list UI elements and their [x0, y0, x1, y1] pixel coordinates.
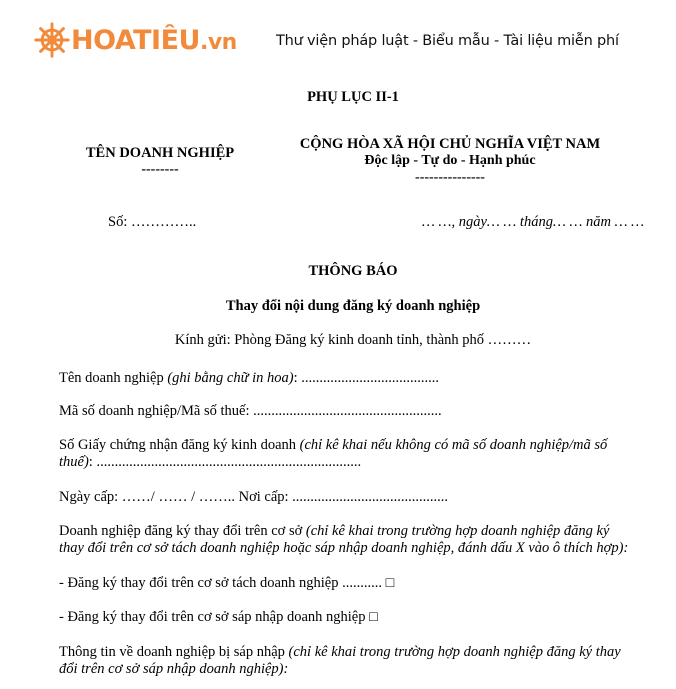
- right-divider: ---------------: [415, 170, 485, 185]
- business-cert-field: Số Giấy chứng nhận đăng ký kinh doanh (chỉ kê khai nếu không có mã số doanh nghiệp/mã số: [59, 437, 608, 453]
- tax-code-field: Mã số doanh nghiệp/Mã số thuế: ....................................................: [59, 403, 442, 419]
- notice-title: THÔNG BÁO: [308, 263, 398, 279]
- business-cert-field-cont: thuế): .........................................................................: [59, 454, 362, 470]
- merged-company-info: Thông tin về doanh nghiệp bị sáp nhập (chỉ kê khai trong trường hợp doanh nghiệp đăng ký thay: [59, 644, 621, 660]
- company-name-heading: TÊN DOANH NGHIỆP: [85, 145, 235, 161]
- notice-subtitle: Thay đổi nội dung đăng ký doanh nghiệp: [225, 298, 481, 314]
- recipient-line: Kính gửi: Phòng Đăng ký kinh doanh tỉnh, thành phố ………: [174, 332, 532, 348]
- option-split-checkbox[interactable]: - Đăng ký thay đổi trên cơ sở tách doanh nghiệp ........... □: [59, 575, 395, 591]
- document-number: Số: …………..: [108, 214, 197, 230]
- site-header: [0, 0, 676, 80]
- national-motto: Độc lập - Tự do - Hạnh phúc: [364, 153, 536, 168]
- left-divider: --------: [141, 162, 179, 177]
- option-merge-checkbox[interactable]: - Đăng ký thay đổi trên cơ sở sáp nhập doanh nghiệp □: [59, 609, 378, 625]
- change-basis-field: Doanh nghiệp đăng ký thay đổi trên cơ sở (chỉ kê khai trong trường hợp doanh nghiệp đăng ký: [59, 523, 610, 539]
- appendix-label: PHỤ LỤC II-1: [307, 89, 399, 105]
- issue-date-place-field: Ngày cấp: ……/ …… / …….. Nơi cấp: ...........................................: [59, 489, 449, 505]
- document-date: … …, ngày… … tháng… … năm … …: [422, 214, 644, 230]
- national-heading: CỘNG HÒA XÃ HỘI CHỦ NGHĨA VIỆT NAM: [299, 136, 601, 152]
- hoatieu-logo[interactable]: [34, 20, 237, 60]
- company-name-field: Tên doanh nghiệp (ghi bằng chữ in hoa): ......................................: [59, 370, 440, 386]
- merged-company-note: đổi trên cơ sở sáp nhập doanh nghiệp):: [59, 661, 289, 677]
- site-tagline: Thư viện pháp luật - Biểu mẫu - Tài liệu miễn phí: [276, 33, 619, 49]
- logo-text: HOATIÊU.vn: [71, 24, 237, 56]
- ship-wheel-icon: [34, 21, 70, 59]
- change-basis-note: thay đổi trên cơ sở tách doanh nghiệp hoặc sáp nhập doanh nghiệp, đánh dấu X vào ô thích hợp):: [59, 540, 629, 556]
